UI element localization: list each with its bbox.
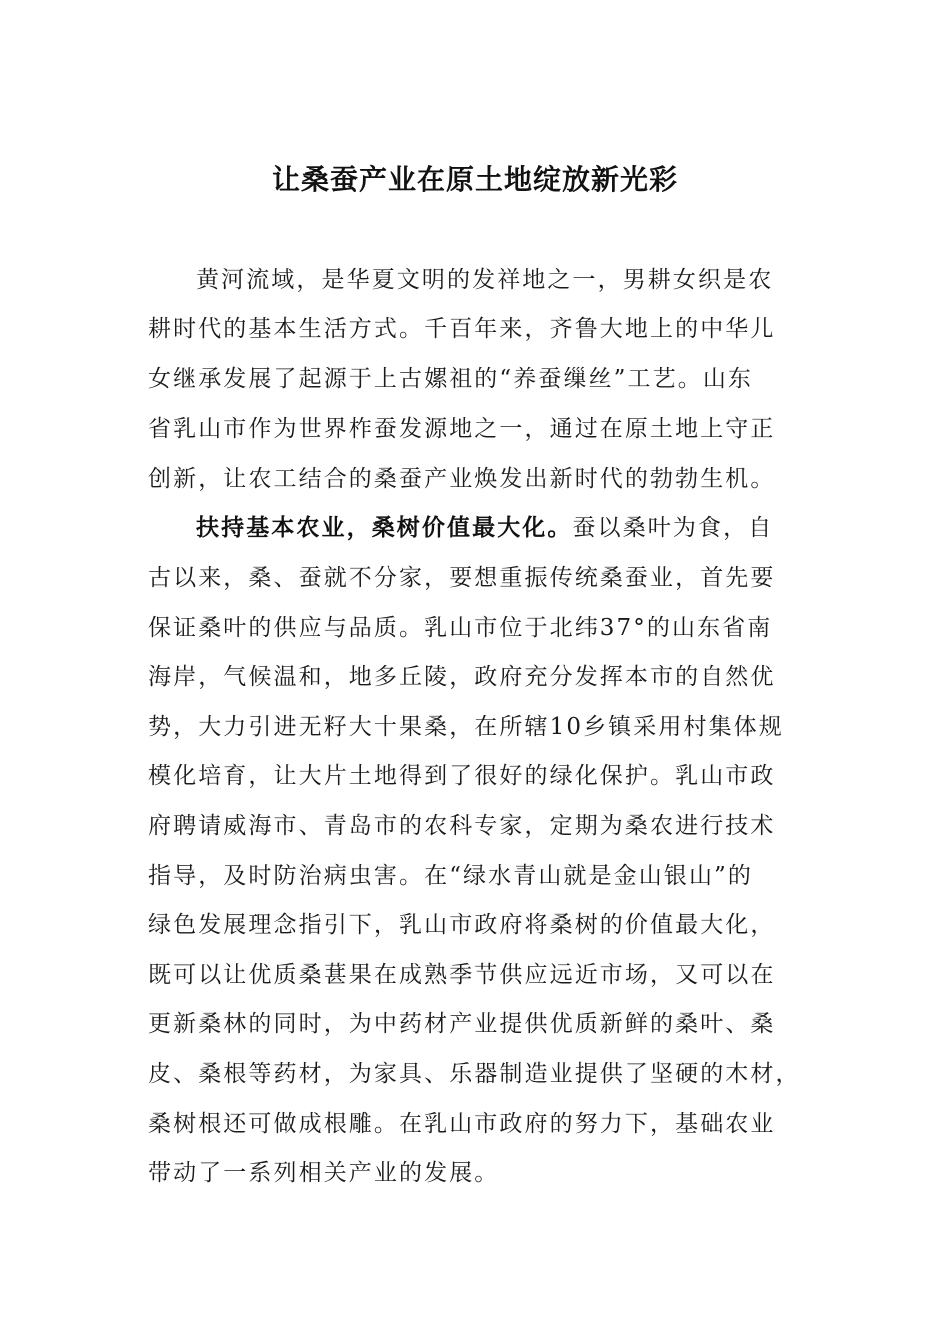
paragraph2-lead-heading: 扶持基本农业，桑树价值最大化。 [196,514,573,541]
paragraph1-line-4: 省乳山市作为世界柞蚕发源地之一，通过在原土地上守正 [148,416,776,442]
paragraph2-line-3: 保证桑叶的供应与品质。乳山市位于北纬37°的山东省南 [148,615,773,641]
paragraph2-line-2: 古以来，桑、蚕就不分家，要想重振传统桑蚕业，首先要 [148,565,776,591]
paragraph2-line-1-text: 蚕以桑叶为食，自 [572,515,774,541]
paragraph2-line-9: 绿色发展理念指引下，乳山市政府将桑树的价值最大化， [148,912,776,938]
paragraph2-line-12: 皮、桑根等药材，为家具、乐器制造业提供了坚硬的木材， [148,1061,801,1087]
paragraph2-line-10: 既可以让优质桑葚果在成熟季节供应远近市场，又可以在 [148,962,776,988]
paragraph2-line-13: 桑树根还可做成根雕。在乳山市政府的努力下，基础农业 [148,1111,776,1137]
paragraph2-line-1 [196,510,856,546]
paragraph2-line-5: 势，大力引进无籽大十果桑，在所辖10乡镇采用村集体规 [148,714,784,740]
paragraph2-line-7: 府聘请威海市、青岛市的农科专家，定期为桑农进行技术 [148,813,776,839]
paragraph2-line-8: 指导，及时防治病虫害。在“绿水青山就是金山银山”的 [148,863,754,889]
paragraph1-line-1: 黄河流域，是华夏文明的发祥地之一，男耕女织是农 [196,267,774,293]
paragraph2-line-11: 更新桑林的同时，为中药材产业提供优质新鲜的桑叶、桑 [148,1011,776,1037]
paragraph2-line-6: 模化培育，让大片土地得到了很好的绿化保护。乳山市政 [148,763,776,789]
paragraph2-line-4: 海岸，气候温和，地多丘陵，政府充分发挥本市的自然优 [148,664,776,690]
paragraph1-line-5: 创新，让农工结合的桑蚕产业焕发出新时代的勃勃生机。 [148,466,776,492]
paragraph1-line-2: 耕时代的基本生活方式。千百年来，齐鲁大地上的中华儿 [148,316,776,342]
paragraph2-line-14: 带动了一系列相关产业的发展。 [148,1160,500,1186]
document-title: 让桑蚕产业在原土地绽放新光彩 [271,163,678,196]
paragraph1-line-3: 女继承发展了起源于上古嫘祖的“养蚕缫丝”工艺。山东 [148,366,754,392]
